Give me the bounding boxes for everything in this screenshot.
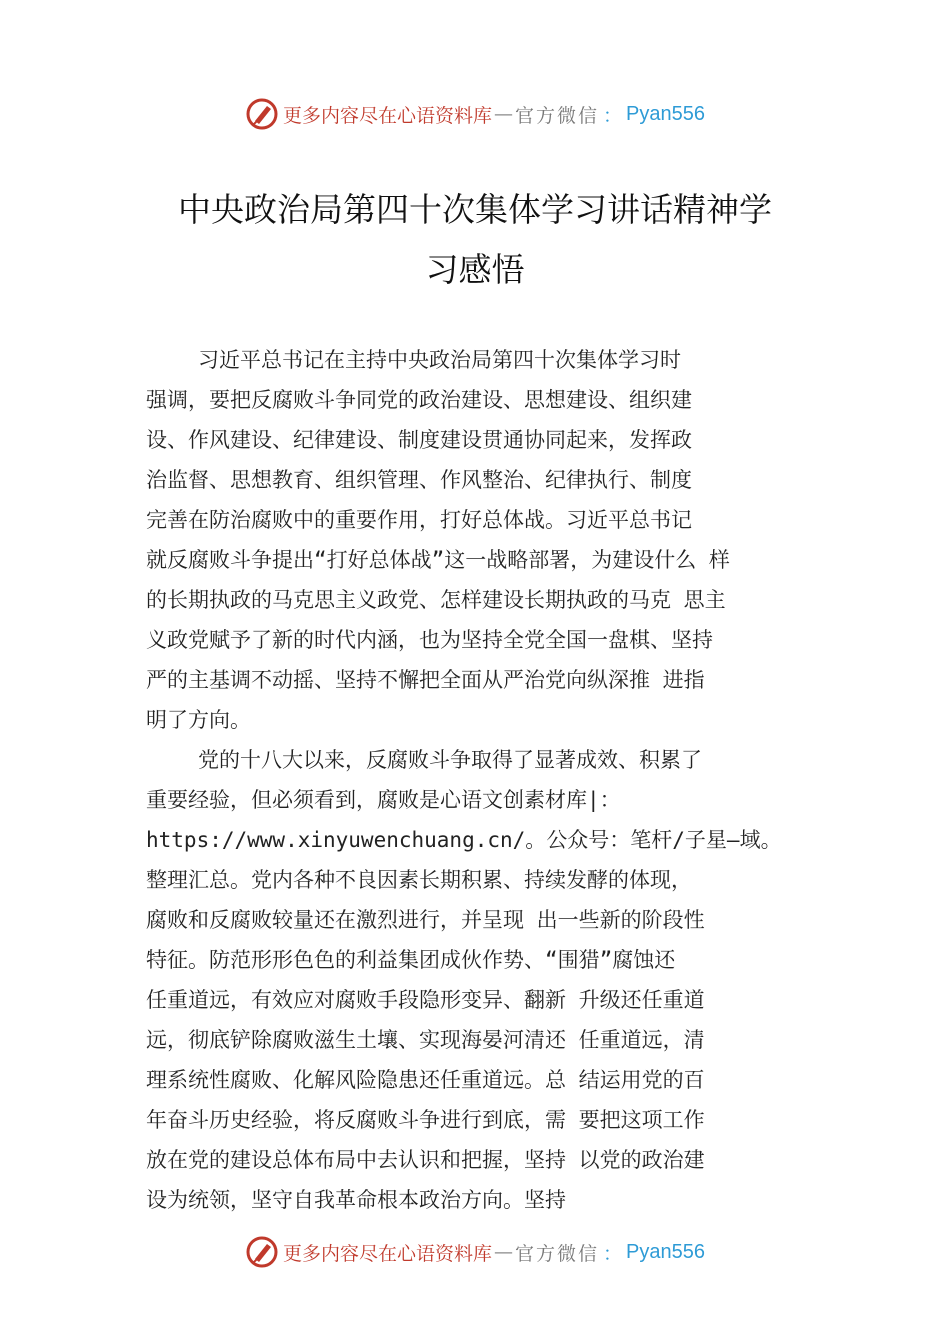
text-line: 腐败和反腐败较量还在激烈进行，并呈现 出一些新的阶段性 <box>146 908 705 932</box>
footer-banner <box>0 1232 950 1272</box>
header-banner <box>0 94 950 134</box>
banner-label: 官方微信 <box>515 1242 600 1265</box>
banner-separator: ： <box>603 104 623 127</box>
text-line: 设、作风建设、纪律建设、制度建设贯通协同起来，发挥政 <box>146 428 692 452</box>
text-line: 任重道远，有效应对腐败手段隐形变异、翻新 升级还任重道 <box>146 988 705 1012</box>
banner-dash: — <box>494 1241 513 1263</box>
text-line: 理系统性腐败、化解风险隐患还任重道远。总 结运用党的百 <box>146 1068 705 1092</box>
document-title <box>130 180 820 300</box>
banner-separator: ： <box>603 1242 623 1265</box>
text-line: 完善在防治腐败中的重要作用，打好总体战。习近平总书记 <box>146 508 692 532</box>
text-line: 特征。防范形形色色的利益集团成伙作势、“围猎”腐蚀还 <box>146 948 676 972</box>
text-line: 的长期执政的马克思主义政党、怎样建设长期执政的马克 思主 <box>146 588 726 612</box>
paragraph-1 <box>146 340 846 740</box>
text-line: 整理汇总。党内各种不良因素长期积累、持续发酵的体现， <box>146 868 692 892</box>
text-line: 严的主基调不动摇、坚持不懈把全面从严治党向纵深推 进指 <box>146 668 705 692</box>
pen-seal-icon <box>245 1235 279 1269</box>
text-line: 治监督、思想教育、组织管理、作风整治、纪律执行、制度 <box>146 468 692 492</box>
text-line: 明了方向。 <box>146 708 251 732</box>
paragraph-2 <box>146 740 846 1220</box>
text-line: 重要经验，但必须看到，腐败是心语文创素材库|： <box>146 788 621 812</box>
text-line: 习近平总书记在主持中央政治局第四十次集体学习时 <box>198 348 681 372</box>
text-line: 义政党赋予了新的时代内涵，也为坚持全党全国一盘棋、坚持 <box>146 628 713 652</box>
banner-dash: — <box>494 103 513 125</box>
text-line: 强调，要把反腐败斗争同党的政治建设、思想建设、组织建 <box>146 388 692 412</box>
pen-seal-icon <box>245 97 279 131</box>
text-line: 放在党的建设总体布局中去认识和把握，坚持 以党的政治建 <box>146 1148 705 1172</box>
title-line: 中央政治局第四十次集体学习讲话精神学 <box>178 190 772 229</box>
banner-main-text: 更多内容尽在心语资料库 <box>282 1242 492 1265</box>
banner-wechat-id: Pyan556 <box>626 102 705 125</box>
text-line: 设为统领，坚守自我革命根本政治方向。坚持 <box>146 1188 566 1212</box>
text-line: 远，彻底铲除腐败滋生土壤、实现海晏河清还 任重道远，清 <box>146 1028 705 1052</box>
banner-label: 官方微信 <box>515 104 600 127</box>
banner-main-text: 更多内容尽在心语资料库 <box>282 104 492 127</box>
text-line: 就反腐败斗争提出“打好总体战”这一战略部署，为建设什么 样 <box>146 548 730 572</box>
text-line: https://www.xinyuwenchuang.cn/。公众号：笔杆/子星—域。 <box>146 828 782 852</box>
banner-wechat-id: Pyan556 <box>626 1240 705 1263</box>
text-line: 年奋斗历史经验，将反腐败斗争进行到底，需 要把这项工作 <box>146 1108 705 1132</box>
text-line: 党的十八大以来，反腐败斗争取得了显著成效、积累了 <box>198 748 702 772</box>
document-body <box>146 340 846 1220</box>
title-line: 习感悟 <box>425 250 525 289</box>
